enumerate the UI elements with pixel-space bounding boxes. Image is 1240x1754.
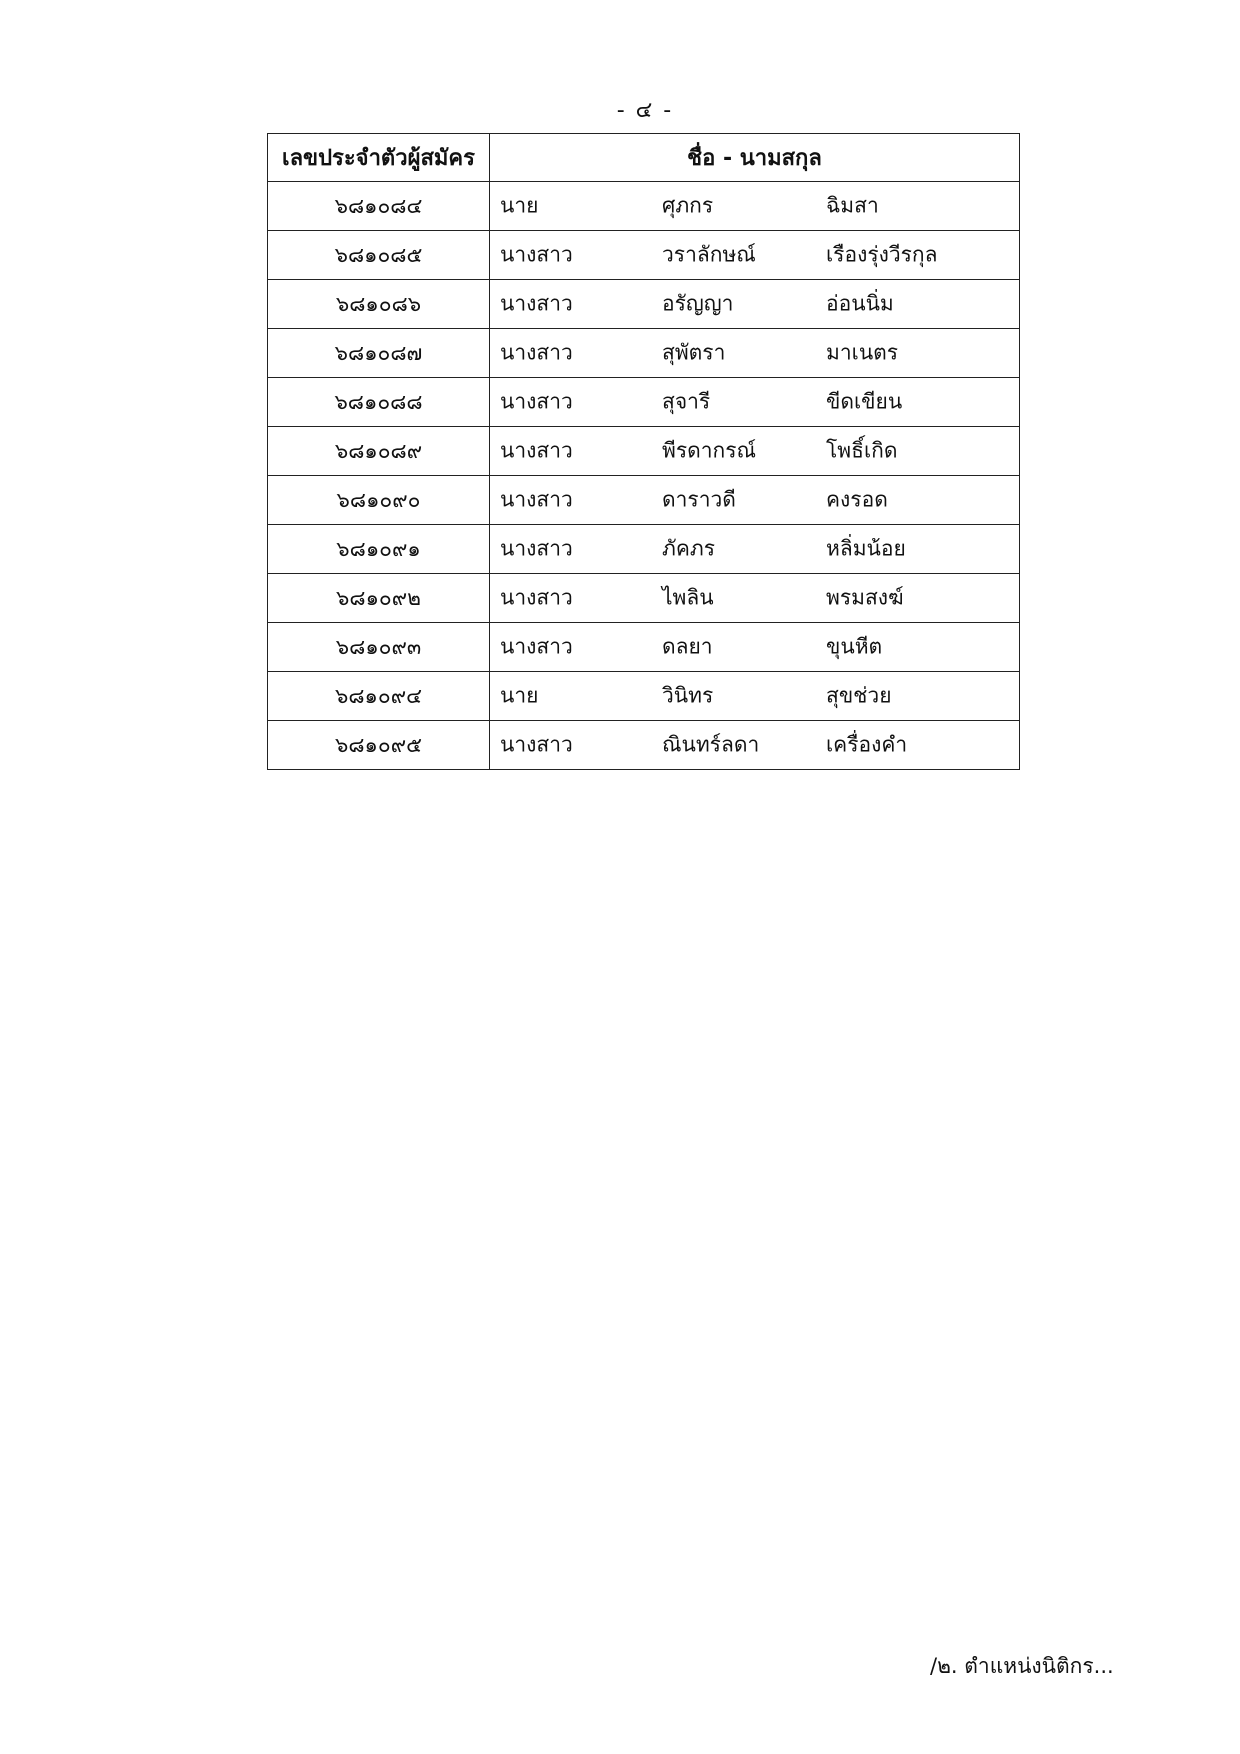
last-name: ขีดเขียน: [826, 389, 903, 414]
first-name: อรัญญา: [662, 291, 734, 316]
table-row: [268, 378, 1020, 427]
name-prefix: นางสาว: [500, 242, 573, 267]
table-header-row: [268, 134, 1020, 182]
first-name: วราลักษณ์: [662, 242, 756, 267]
continuation-footer: /๒. ตำแหน่งนิติกร...: [930, 1654, 1114, 1678]
first-name: ณินทร์ลดา: [662, 732, 760, 757]
applicant-id: ๖๘๑๐๙๑: [268, 525, 490, 574]
applicant-id: ๖๘๑๐๘๖: [268, 280, 490, 329]
last-name: อ่อนนิ่ม: [826, 291, 894, 316]
applicant-id: ๖๘๑๐๙๓: [268, 623, 490, 672]
first-name: ดาราวดี: [662, 487, 736, 512]
applicant-id: ๖๘๑๐๙๐: [268, 476, 490, 525]
table-row: [268, 721, 1020, 770]
first-name: ดลยา: [662, 634, 713, 659]
name-prefix: นางสาว: [500, 634, 573, 659]
first-name: วินิทร: [662, 683, 714, 708]
table-row: [268, 329, 1020, 378]
last-name: หลิ่มน้อย: [826, 536, 906, 561]
applicant-id: ๖๘๑๐๘๙: [268, 427, 490, 476]
name-prefix: นาย: [500, 683, 539, 708]
table-row: [268, 623, 1020, 672]
first-name: ไพลิน: [662, 585, 714, 610]
table-row: [268, 672, 1020, 721]
last-name: สุขช่วย: [826, 683, 892, 708]
applicant-id: ๖๘๑๐๘๘: [268, 378, 490, 427]
name-prefix: นางสาว: [500, 487, 573, 512]
applicant-name: [490, 182, 1020, 231]
first-name: สุพัตรา: [662, 340, 726, 365]
last-name: เรืองรุ่งวีรกุล: [826, 242, 938, 267]
applicant-id: ๖๘๑๐๘๕: [268, 231, 490, 280]
last-name: ขุนหีต: [826, 634, 883, 659]
last-name: พรมสงฆ์: [826, 585, 904, 610]
name-prefix: นางสาว: [500, 536, 573, 561]
applicant-id: ๖๘๑๐๙๔: [268, 672, 490, 721]
name-prefix: นางสาว: [500, 389, 573, 414]
name-prefix: นางสาว: [500, 291, 573, 316]
applicant-id: ๖๘๑๐๘๔: [268, 182, 490, 231]
table-row: [268, 182, 1020, 231]
applicant-id: ๖๘๑๐๙๕: [268, 721, 490, 770]
applicant-name: [490, 378, 1020, 427]
last-name: มาเนตร: [826, 340, 899, 365]
applicant-name: [490, 231, 1020, 280]
applicant-name: [490, 721, 1020, 770]
last-name: เครื่องคำ: [826, 732, 908, 757]
first-name: สุจารี: [662, 389, 711, 414]
applicant-id: ๖๘๑๐๙๒: [268, 574, 490, 623]
header-applicant-id: เลขประจำตัวผู้สมัคร: [268, 134, 490, 182]
last-name: ฉิมสา: [826, 193, 879, 218]
applicant-name: [490, 280, 1020, 329]
table-row: [268, 525, 1020, 574]
last-name: โพธิ์เกิด: [826, 438, 898, 463]
first-name: ภัคภร: [662, 536, 716, 561]
applicant-name: [490, 525, 1020, 574]
applicant-id: ๖๘๑๐๘๗: [268, 329, 490, 378]
table-row: [268, 231, 1020, 280]
applicant-name: [490, 672, 1020, 721]
page-number: - ๔ -: [616, 98, 674, 123]
table-row: [268, 280, 1020, 329]
applicant-name: [490, 476, 1020, 525]
applicant-name: [490, 623, 1020, 672]
applicant-table: [267, 133, 1020, 770]
last-name: คงรอด: [826, 487, 888, 512]
applicant-name: [490, 574, 1020, 623]
name-prefix: นาย: [500, 193, 539, 218]
name-prefix: นางสาว: [500, 438, 573, 463]
name-prefix: นางสาว: [500, 585, 573, 610]
name-prefix: นางสาว: [500, 732, 573, 757]
first-name: ศุภกร: [662, 193, 714, 218]
table-row: [268, 476, 1020, 525]
name-prefix: นางสาว: [500, 340, 573, 365]
table-row: [268, 574, 1020, 623]
first-name: พีรดากรณ์: [662, 438, 757, 463]
applicant-name: [490, 427, 1020, 476]
table-row: [268, 427, 1020, 476]
applicant-name: [490, 329, 1020, 378]
header-full-name: ชื่อ - นามสกุล: [490, 134, 1020, 182]
